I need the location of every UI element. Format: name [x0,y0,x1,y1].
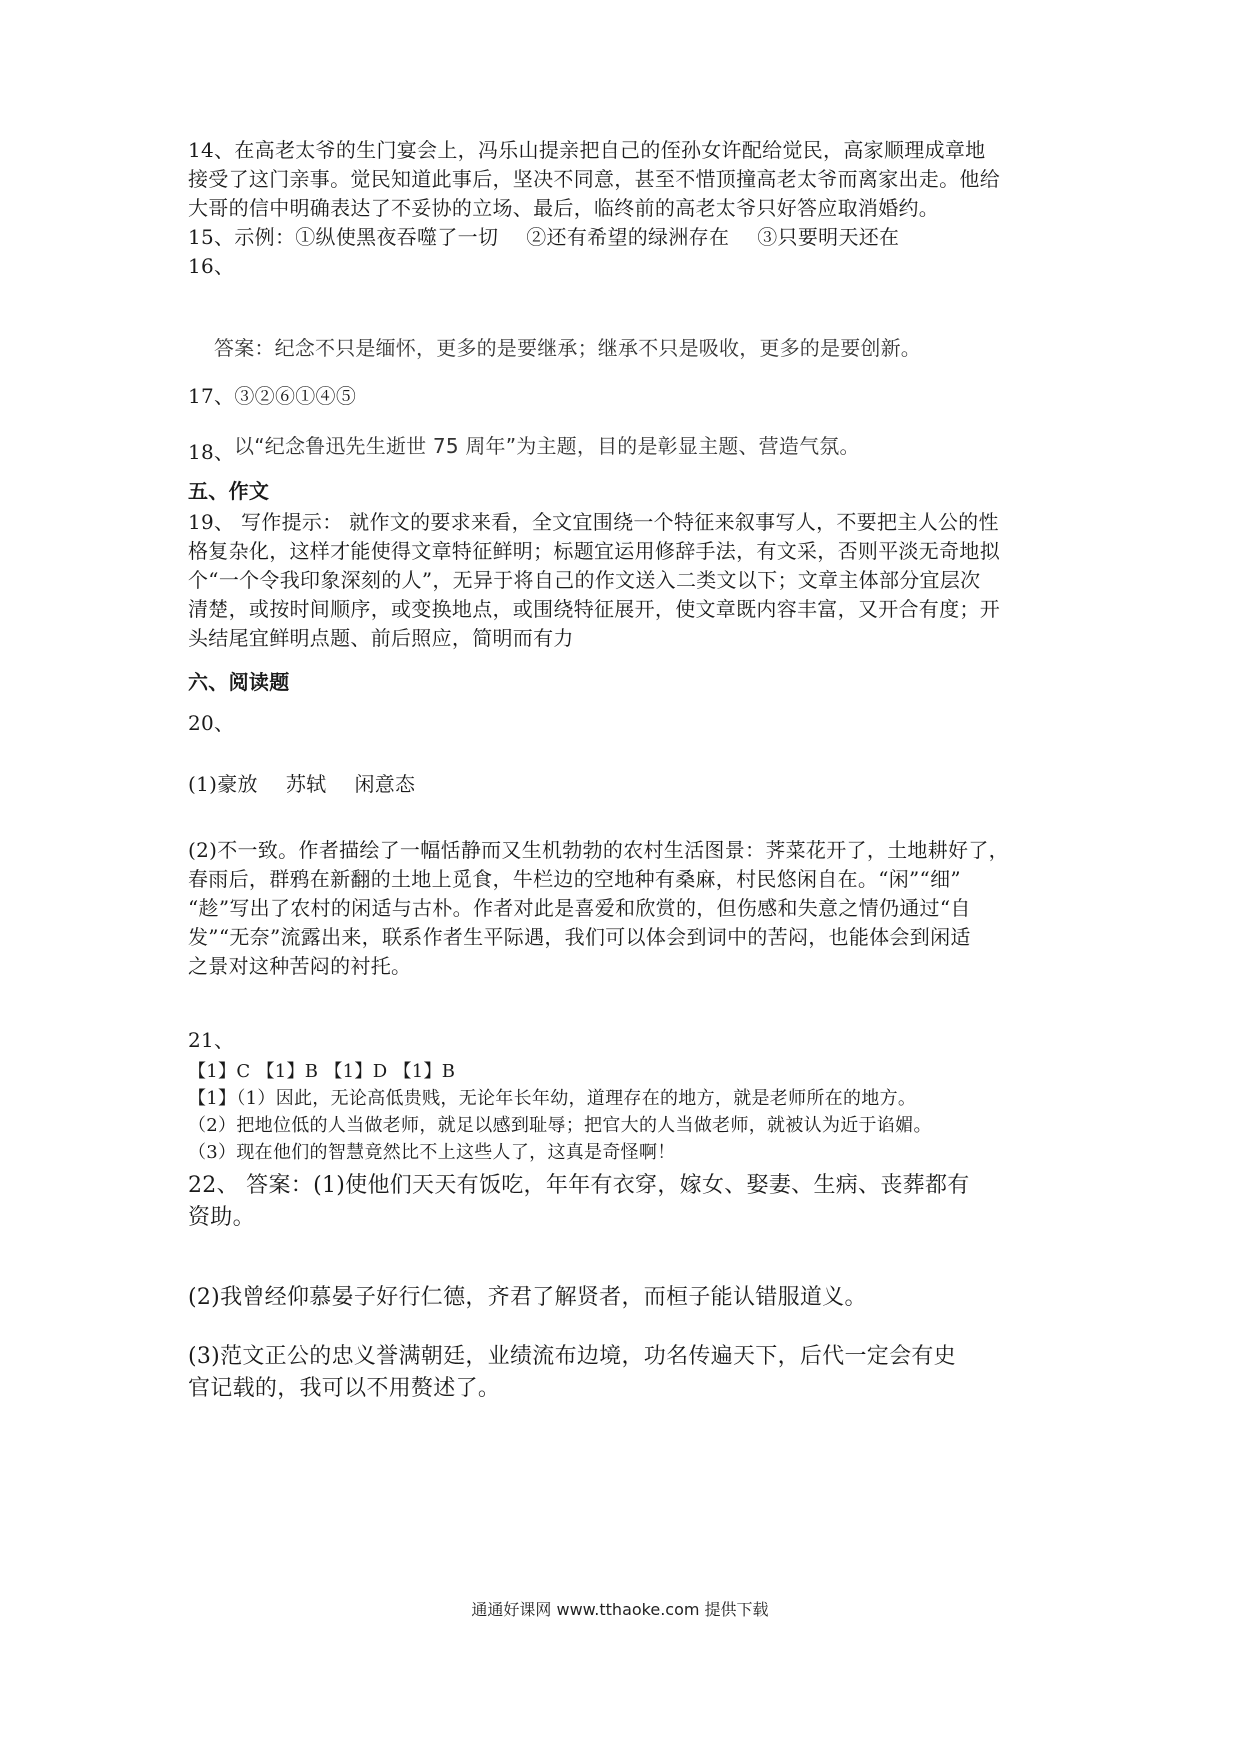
answer-20-line-1: (2)不一致。作者描绘了一幅恬静而又生机勃勃的农村生活图景：荠菜花开了，土地耕好了， [188,838,1009,862]
answer-22-line-2: 资助。 [188,1205,255,1230]
answer-21-line-2: （2）把地位低的人当做老师，就足以感到耻辱；把官大的人当做老师，就被认为近于谄媚。 [188,1115,932,1136]
answer-20-part-1 [188,770,1068,799]
section-6-heading: 六、阅读题 [188,670,290,694]
answer-15-item-1: ①纵使黑夜吞噬了一切 [295,225,499,249]
page-footer: 通通好课网 www.tthaoke.com 提供下载 [471,1600,769,1619]
answer-22-part-3-line-1: (3)范文正公的忠义誉满朝廷，业绩流布边境，功名传遍天下，后代一定会有史 [188,1344,956,1369]
answer-22-part-3-line-2: 官记载的，我可以不用赘述了。 [188,1376,501,1401]
answer-20-line-2: 春雨后，群鸦在新翻的土地上觅食，牛栏边的空地种有桑麻，村民悠闲自在。“闲”“细” [188,867,961,891]
answer-19-line-1: 19、 写作提示： 就作文的要求来看，全文宜围绕一个特征来叙事写人，不要把主人公的性 [188,510,999,534]
answer-21-line-1: 【1】（1）因此，无论高低贵贱，无论年长年幼，道理存在的地方，就是老师所在的地方。 [188,1088,917,1109]
answer-18-image-text: 以“纪念鲁迅先生逝世 75 周年”为主题，目的是彰显主题、营造气氛。 [234,434,860,458]
answer-17: 17、③②⑥①④⑤ [188,384,357,408]
answer-14-line-1: 14、在高老太爷的生门宴会上，冯乐山提亲把自己的侄孙女许配给觉民，高家顺理成章地 [188,138,986,162]
answer-20-number: 20、 [188,711,235,735]
answer-20-line-4: 发”“无奈”流露出来，联系作者生平际遇，我们可以体会到词中的苦闷，也能体会到闲适 [188,925,971,949]
answer-22-part-1 [188,1170,1068,1234]
answer-20-part-2 [188,836,1068,981]
section-5-heading: 五、作文 [188,479,270,503]
answer-14-line-2: 接受了这门亲事。觉民知道此事后，坚决不同意，甚至不惜顶撞高老太爷而离家出走。他给 [188,167,1000,191]
answer-20-style: (1)豪放 [188,772,258,796]
answer-15-prefix: 15、示例： [188,225,296,249]
answer-21-line-3: （3）现在他们的智慧竟然比不上这些人了，这真是奇怪啊！ [188,1142,676,1163]
answer-19-line-2: 格复杂化，这样才能使得文章特征鲜明；标题宜运用修辞手法，有文采，否则平淡无奇地拟 [188,539,1000,563]
answer-19-line-4: 清楚，或按时间顺序，或变换地点，或围绕特征展开，使文章既内容丰富，又开合有度；开 [188,597,1000,621]
answer-20-author: 苏轼 [285,772,327,796]
answer-14 [188,136,1068,223]
answer-19-line-5: 头结尾宜鲜明点题、前后照应，简明而有力 [188,626,574,650]
answer-16-number: 16、 [188,254,235,278]
answer-15-item-3: ③只要明天还在 [757,225,900,249]
answer-16-image-text: 答案：纪念不只是缅怀，更多的是要继承；继承不只是吸收，更多的是要创新。 [214,336,921,360]
answer-18-number: 18、 [188,440,235,464]
answer-22-part-2: (2)我曾经仰慕晏子好行仁德，齐君了解贤者，而桓子能认错服道义。 [188,1285,867,1310]
answer-20-line-3: “趁”写出了农村的闲适与古朴。作者对此是喜爱和欣赏的，但伤感和失意之情仍通过“自 [188,896,971,920]
answer-14-line-3: 大哥的信中明确表达了不妥协的立场、最后，临终前的高老太爷只好答应取消婚约。 [188,196,940,220]
answer-21 [188,1058,1068,1166]
answer-20-line-5: 之景对这种苦闷的衬托。 [188,954,412,978]
answer-22-part-3 [188,1341,1068,1405]
answer-20-phrase: 闲意态 [354,772,416,796]
answer-15 [188,223,1068,252]
answer-19 [188,508,1068,653]
answer-22-line-1: 22、 答案：(1)使他们天天有饭吃，年年有衣穿，嫁女、娶妻、生病、丧葬都有 [188,1173,970,1198]
answer-21-choices: 【1】C 【1】B 【1】D 【1】B [188,1061,456,1082]
answer-19-line-3: 个“一个令我印象深刻的人”，无异于将自己的作文送入二类文以下；文章主体部分宜层次 [188,568,981,592]
answer-21-number: 21、 [188,1028,235,1052]
answer-15-item-2: ②还有希望的绿洲存在 [526,225,730,249]
